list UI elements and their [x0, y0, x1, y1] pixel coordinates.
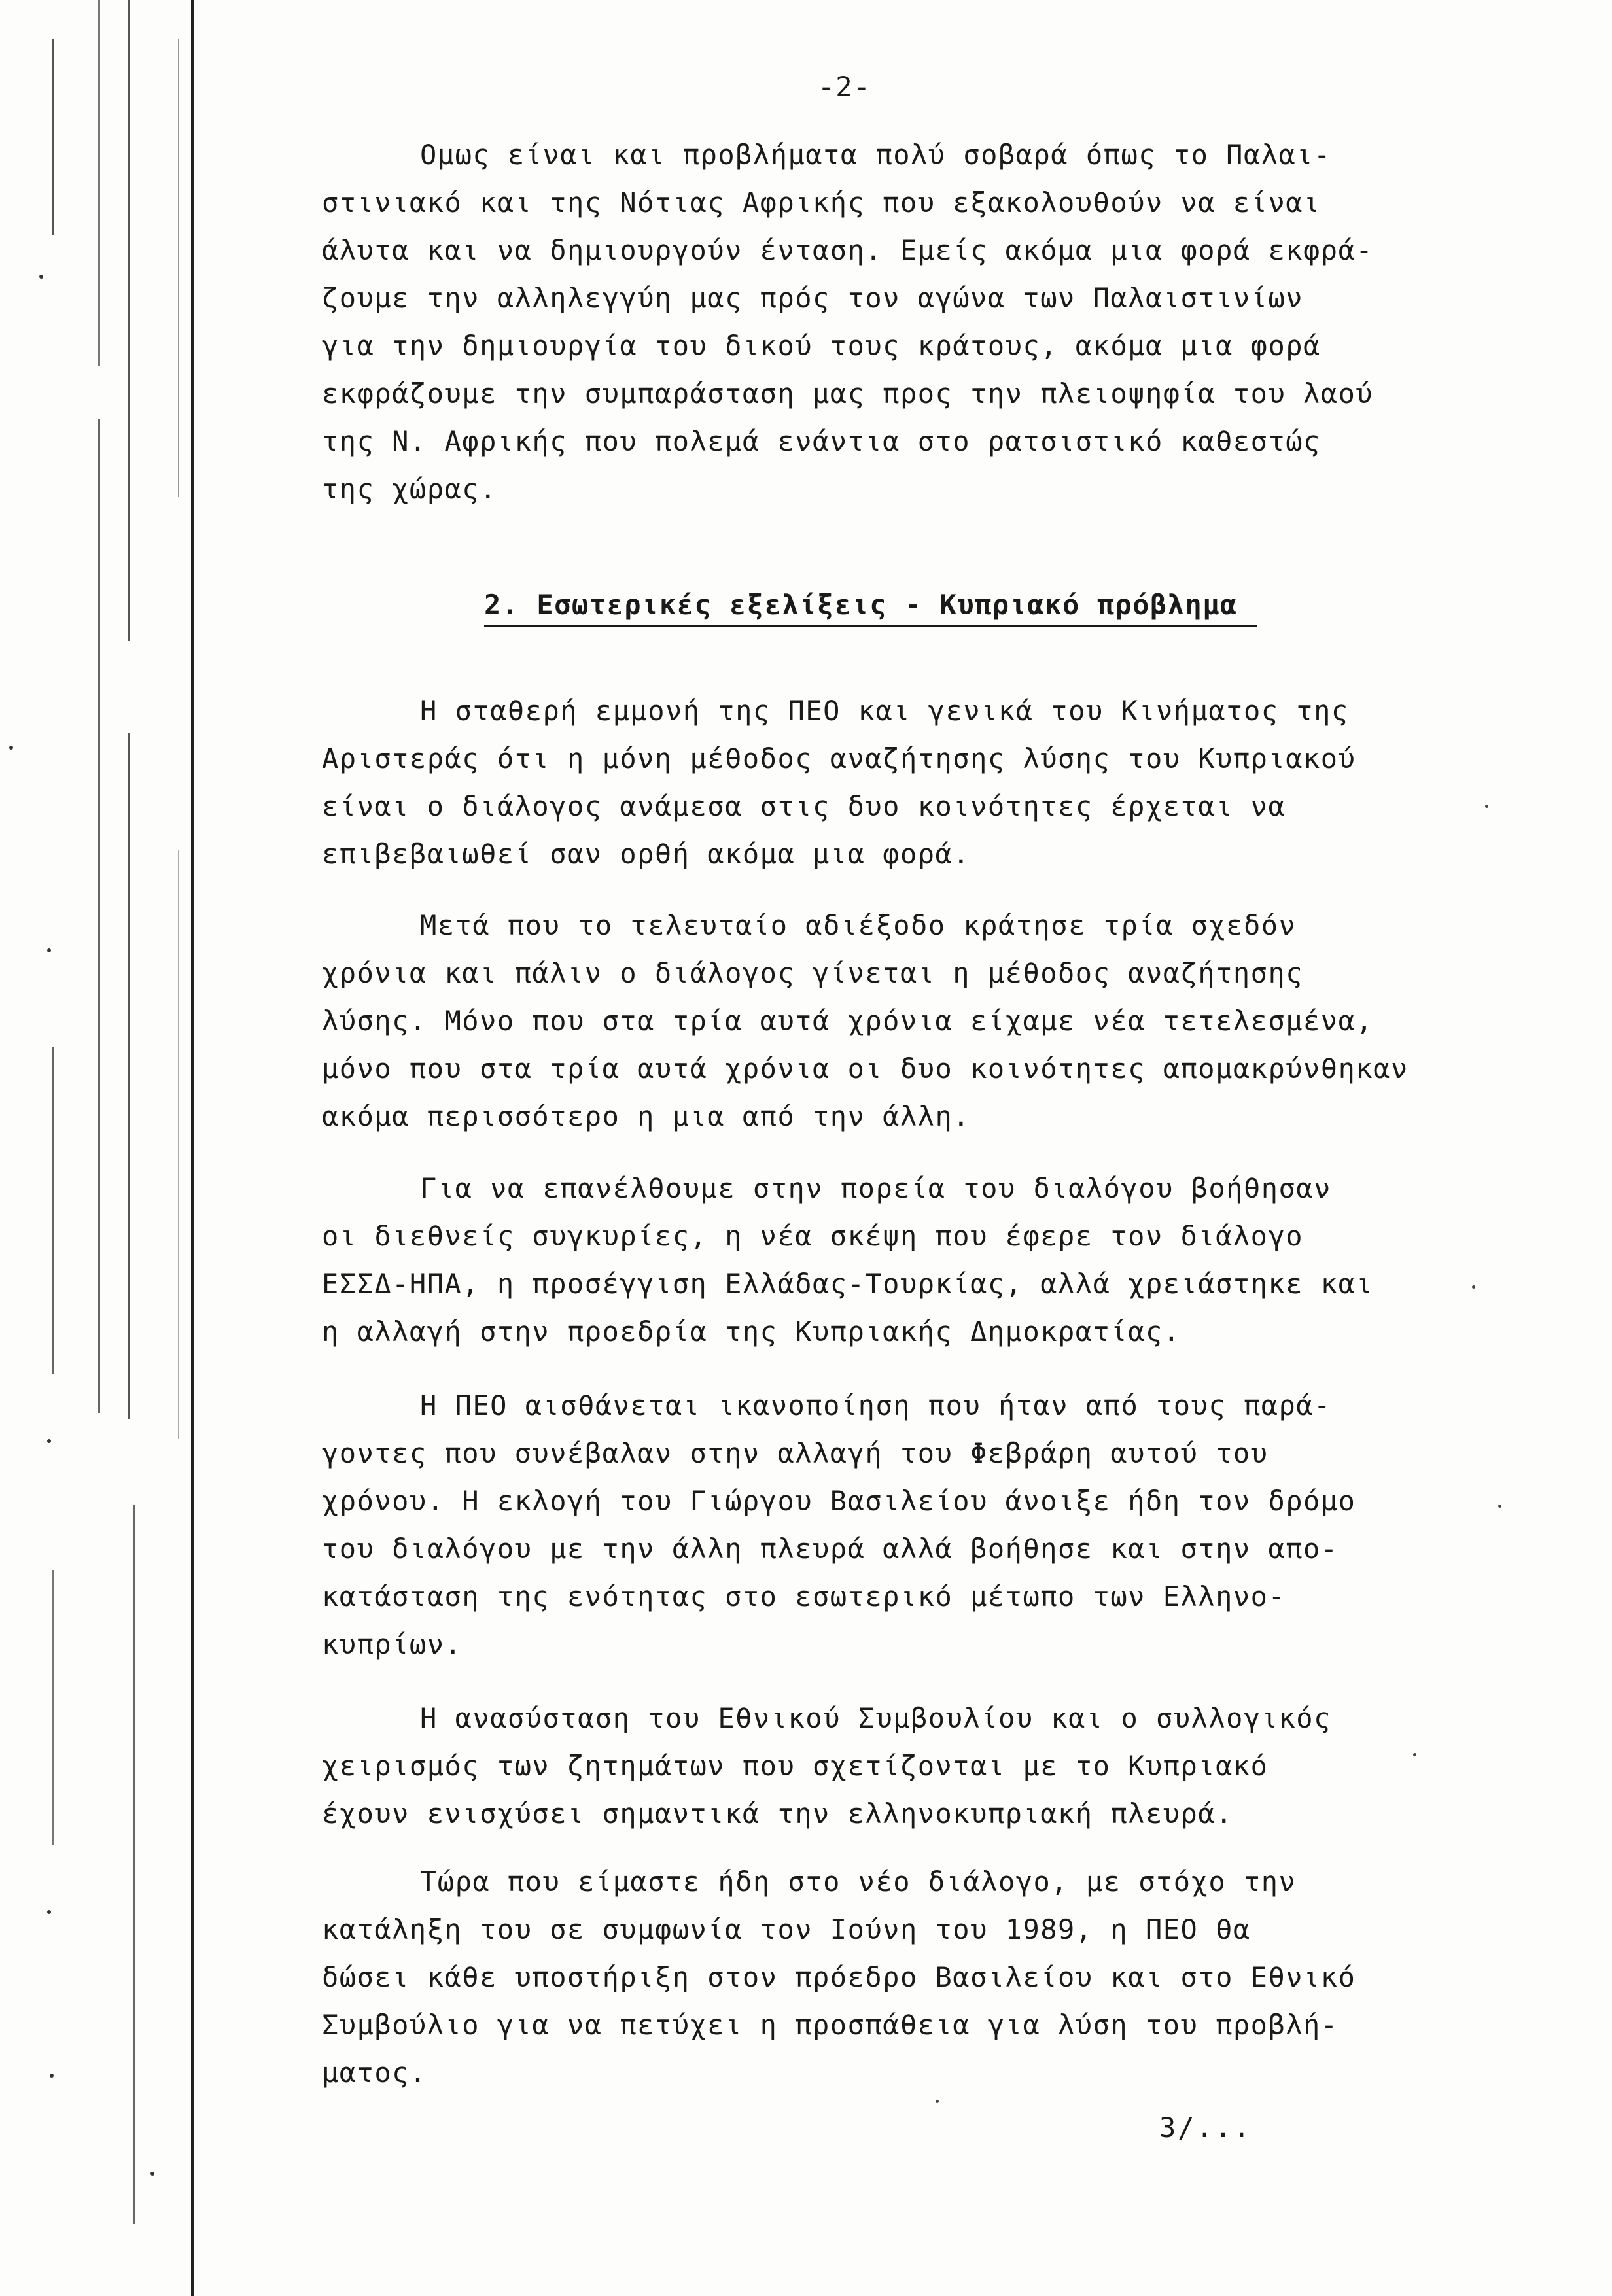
text-line: Για να επανέλθουμε στην πορεία του διαλόγου βοήθησαν [420, 1172, 1331, 1204]
paragraph-3 [322, 901, 1539, 1140]
text-line: Η σταθερή εμμονή της ΠΕΟ και γενικά του Κινήματος της [420, 695, 1349, 727]
text-line: λύσης. Μόνο που στα τρία αυτά χρόνια είχαμε νέα τετελεσμένα, [322, 1005, 1374, 1037]
text-line: δώσει κάθε υποστήριξη στον πρόεδρο Βασιλείου και στο Εθνικό [322, 1961, 1356, 1993]
scan-speck [1485, 805, 1488, 808]
text-line: ακόμα περισσότερο η μια από την άλλη. [322, 1100, 971, 1132]
page-number: -2- [818, 71, 871, 103]
text-line: Ομως είναι και προβλήματα πολύ σοβαρά όπως το Παλαι- [420, 139, 1331, 171]
scan-speck [47, 1910, 51, 1914]
scan-edge-line [128, 0, 130, 641]
paragraph-7 [322, 1858, 1539, 2096]
text-line: χρόνια και πάλιν ο διάλογος γίνεται η μέθοδος αναζήτησης [322, 957, 1304, 989]
text-line: εκφράζουμε την συμπαράσταση μας προς την πλειοψηφία του λαού [322, 377, 1374, 409]
scan-edge-line [52, 39, 54, 235]
text-line: της Ν. Αφρικής που πολεμά ενάντια στο ρατσιστικό καθεστώς [322, 425, 1321, 457]
scan-edge-line [191, 0, 194, 2296]
text-line: Αριστεράς ότι η μόνη μέθοδος αναζήτησης λύσης του Κυπριακού [322, 742, 1356, 774]
scan-speck [50, 2074, 54, 2078]
text-line: κατάληξη του σε συμφωνία τον Ιούνη του 1989, η ΠΕΟ θα [322, 1913, 1251, 1945]
section-heading: 2. Εσωτερικές εξελίξεις - Κυπριακό πρόβλημα [484, 589, 1257, 627]
text-line: κατάσταση της ενότητας στο εσωτερικό μέτωπο των Ελληνο- [322, 1580, 1286, 1612]
text-line: ζουμε την αλληλεγγύη μας πρός τον αγώνα των Παλαιστινίων [322, 282, 1304, 314]
text-line: ΕΣΣΔ-ΗΠΑ, η προσέγγιση Ελλάδας-Τουρκίας, αλλά χρειάστηκε και [322, 1268, 1374, 1300]
text-line: έχουν ενισχύσει σημαντικά την ελληνοκυπριακή πλευρά. [322, 1798, 1233, 1830]
scan-speck [39, 275, 43, 279]
text-line: του διαλόγου με την άλλη πλευρά αλλά βοήθησε και στην απο- [322, 1533, 1339, 1565]
scan-edge-line [178, 850, 179, 1439]
scan-edge-line [52, 1047, 54, 1374]
text-line: Συμβούλιο για να πετύχει η προσπάθεια για λύση του προβλή- [322, 2009, 1339, 2041]
paragraph-1 [322, 131, 1539, 513]
scan-edge-line [52, 1570, 54, 1845]
text-line: χρόνου. Η εκλογή του Γιώργου Βασιλείου άνοιξε ήδη τον δρόμο [322, 1485, 1356, 1517]
text-line: στινιακό και της Νότιας Αφρικής που εξακολουθούν να είναι [322, 186, 1321, 218]
scan-speck [9, 746, 13, 750]
paragraph-4 [322, 1164, 1539, 1355]
text-line: Η ΠΕΟ αισθάνεται ικανοποίηση που ήταν από τους παρά- [420, 1389, 1331, 1421]
scan-speck [1413, 1753, 1416, 1756]
text-line: κυπρίων. [322, 1628, 463, 1660]
text-line: της χώρας. [322, 473, 497, 505]
text-line: ματος. [322, 2057, 427, 2089]
text-line: είναι ο διάλογος ανάμεσα στις δυο κοινότητες έρχεται να [322, 790, 1286, 822]
text-line: γοντες που συνέβαλαν στην αλλαγή του Φεβράρη αυτού του [322, 1437, 1269, 1469]
paragraph-2 [322, 687, 1539, 878]
scan-speck [150, 2172, 154, 2176]
text-line: μόνο που στα τρία αυτά χρόνια οι δυο κοινότητες απομακρύνθηκαν [322, 1052, 1409, 1085]
paragraph-5 [322, 1382, 1539, 1668]
continuation-marker: 3/... [1159, 2112, 1252, 2144]
text-line: άλυτα και να δημιουργούν ένταση. Εμείς ακόμα μια φορά εκφρά- [322, 234, 1374, 266]
scan-speck [1498, 1505, 1501, 1508]
scan-speck [47, 1439, 51, 1443]
scan-edge-line [133, 1505, 135, 2224]
scan-speck [936, 2100, 939, 2103]
text-line: οι διεθνείς συγκυρίες, η νέα σκέψη που έφερε τον διάλογο [322, 1220, 1304, 1252]
scan-speck [1472, 1285, 1475, 1289]
text-line: Μετά που το τελευταίο αδιέξοδο κράτησε τρία σχεδόν [420, 909, 1297, 941]
scan-edge-line [178, 39, 179, 497]
text-line: Η ανασύσταση του Εθνικού Συμβουλίου και ο συλλογικός [420, 1702, 1331, 1734]
paragraph-6 [322, 1694, 1539, 1837]
text-line: Τώρα που είμαστε ήδη στο νέο διάλογο, με στόχο την [420, 1866, 1297, 1898]
text-line: για την δημιουργία του δικού τους κράτους, ακόμα μια φορά [322, 330, 1321, 362]
scan-speck [47, 948, 51, 952]
scan-edge-line [128, 733, 130, 1419]
text-line: η αλλαγή στην προεδρία της Κυπριακής Δημοκρατίας. [322, 1315, 1181, 1348]
scan-edge-line [98, 419, 100, 1413]
text-line: χειρισμός των ζητημάτων που σχετίζονται με το Κυπριακό [322, 1750, 1269, 1782]
text-line: επιβεβαιωθεί σαν ορθή ακόμα μια φορά. [322, 838, 971, 870]
scan-edge-line [98, 0, 100, 366]
